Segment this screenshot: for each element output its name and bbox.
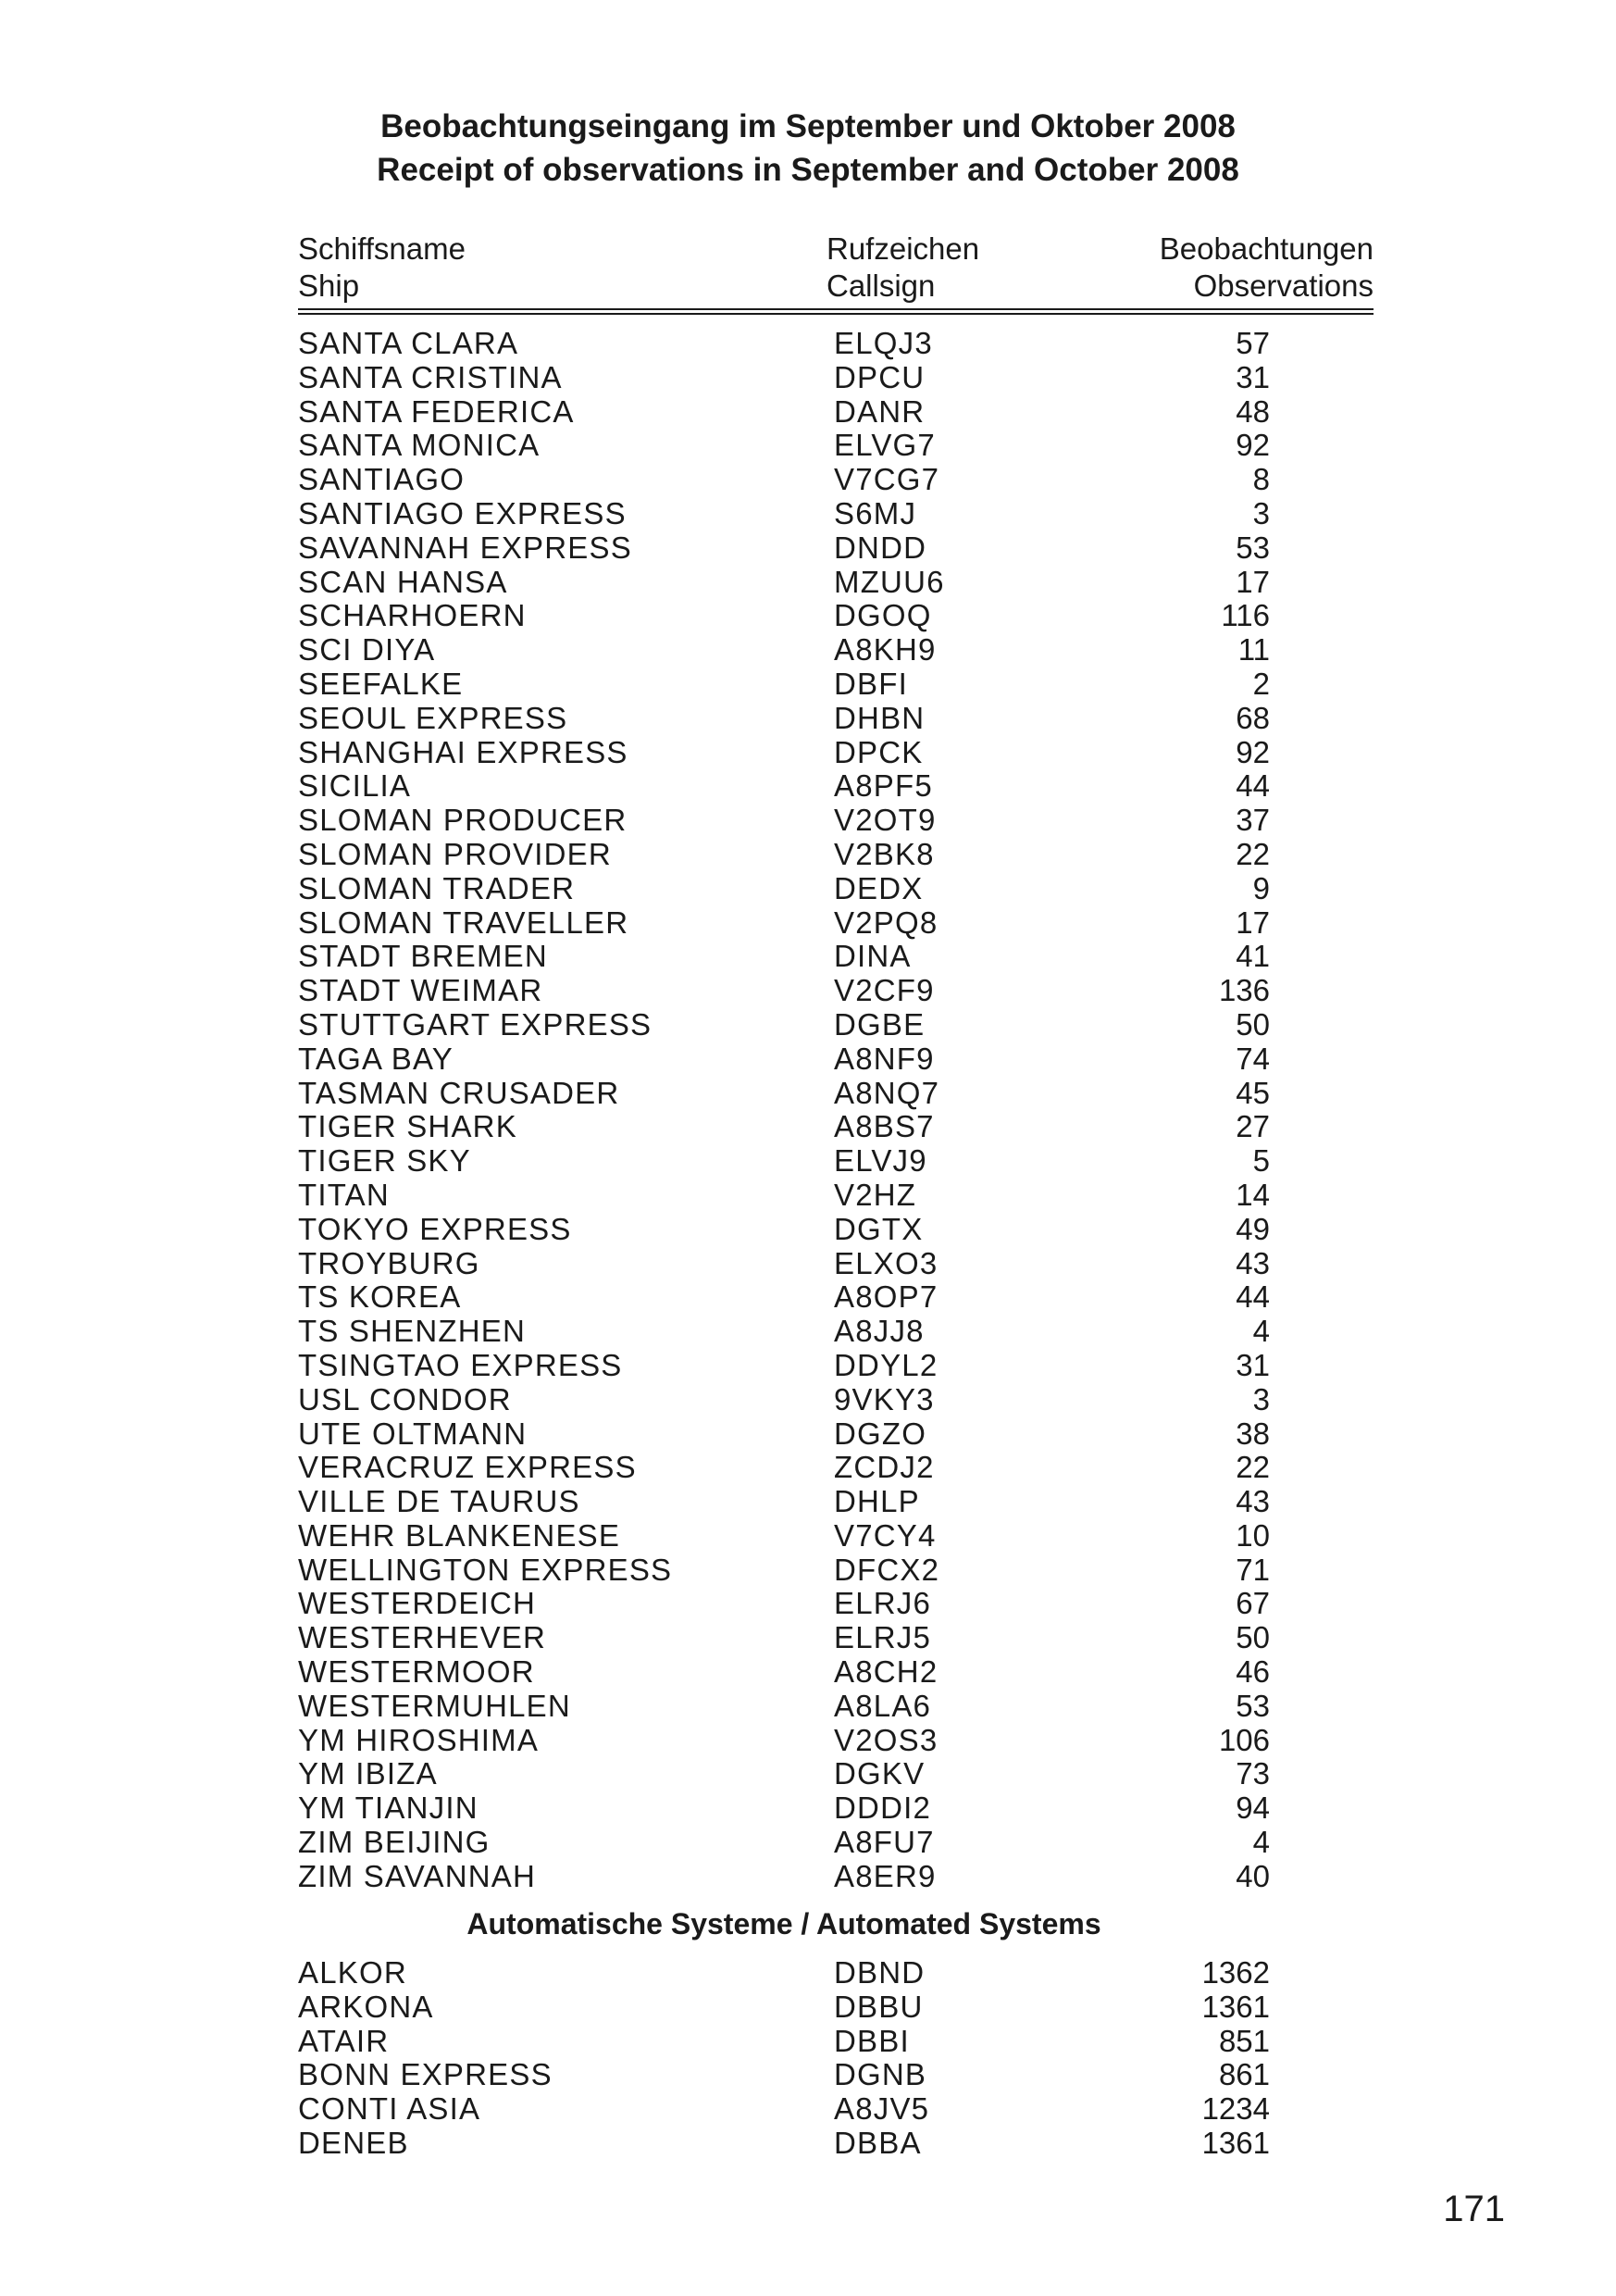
- ship-name: SLOMAN TRAVELLER: [298, 905, 629, 940]
- ship-name: STADT BREMEN: [298, 939, 548, 974]
- observation-count: 9: [1252, 870, 1270, 905]
- ship-name: DENEB: [298, 2125, 409, 2160]
- observation-count: 41: [1236, 939, 1270, 974]
- callsign: DGOQ: [834, 598, 932, 633]
- callsign: DBBI: [834, 2023, 910, 2058]
- callsign: A8FU7: [834, 1825, 935, 1860]
- ship-name: TASMAN CRUSADER: [298, 1075, 620, 1110]
- table-row: [298, 838, 1270, 872]
- column-header-ship-de: Schiffsname: [298, 231, 466, 266]
- callsign: A8JJ8: [834, 1314, 925, 1349]
- observation-count: 1234: [1201, 2091, 1270, 2127]
- observation-count: 5: [1252, 1143, 1270, 1179]
- observation-count: 74: [1236, 1041, 1270, 1076]
- column-header-callsign-de: Rufzeichen: [827, 231, 980, 266]
- observation-count: 136: [1218, 973, 1270, 1008]
- observation-count: 27: [1236, 1109, 1270, 1144]
- observation-count: 37: [1236, 803, 1270, 838]
- ship-name: WESTERDEICH: [298, 1586, 537, 1621]
- table-row: [298, 1554, 1270, 1588]
- page-number: 171: [1443, 2189, 1505, 2229]
- observation-count: 17: [1236, 564, 1270, 599]
- ship-name: ZIM SAVANNAH: [298, 1858, 537, 1893]
- callsign: DINA: [834, 939, 912, 974]
- callsign: V2BK8: [834, 836, 935, 871]
- observation-count: 17: [1236, 905, 1270, 940]
- callsign: DPCU: [834, 359, 926, 394]
- table-row: [298, 1860, 1270, 1894]
- page-title-german: Beobachtungseingang im September und Oktober 2008: [380, 108, 1236, 144]
- table-row: [298, 1042, 1270, 1077]
- table-row: [298, 1690, 1270, 1724]
- table-row: [298, 1144, 1270, 1179]
- ship-name: VILLE DE TAURUS: [298, 1484, 580, 1519]
- callsign: V2PQ8: [834, 905, 939, 940]
- column-header-observations-en: Observations: [1193, 268, 1374, 303]
- observation-count: 43: [1236, 1484, 1270, 1519]
- callsign: DFCX2: [834, 1552, 940, 1587]
- callsign: A8CH2: [834, 1654, 939, 1690]
- table-row: [298, 1077, 1270, 1111]
- ship-name: SCHARHOERN: [298, 598, 527, 633]
- observation-count: 1361: [1201, 2125, 1270, 2160]
- observation-count: 71: [1236, 1552, 1270, 1587]
- table-row: [298, 633, 1270, 668]
- table-row: [298, 1179, 1270, 1213]
- callsign: DDYL2: [834, 1347, 939, 1382]
- observation-count: 31: [1236, 359, 1270, 394]
- observation-count: 1361: [1201, 1989, 1270, 2024]
- ship-name: STADT WEIMAR: [298, 973, 543, 1008]
- callsign: DBND: [834, 1955, 926, 1990]
- table-row: [298, 668, 1270, 702]
- observation-count: 4: [1252, 1825, 1270, 1860]
- table-row: [298, 566, 1270, 600]
- ship-name: SLOMAN TRADER: [298, 870, 576, 905]
- table-row: [298, 736, 1270, 770]
- ship-name: USL CONDOR: [298, 1381, 512, 1416]
- ship-name: ATAIR: [298, 2023, 390, 2058]
- observation-count: 22: [1236, 1450, 1270, 1485]
- callsign: 9VKY3: [834, 1381, 935, 1416]
- table-row: [298, 1956, 1270, 1990]
- callsign: DGKV: [834, 1756, 926, 1791]
- callsign: DDDI2: [834, 1791, 932, 1826]
- observation-count: 53: [1236, 530, 1270, 565]
- callsign: A8ER9: [834, 1858, 937, 1893]
- ship-name: SLOMAN PROVIDER: [298, 836, 612, 871]
- table-row: [298, 1485, 1270, 1519]
- callsign: A8BS7: [834, 1109, 935, 1144]
- column-header-callsign-en: Callsign: [827, 268, 936, 303]
- table-row: [298, 1724, 1270, 1758]
- observation-count: 48: [1236, 393, 1270, 429]
- observation-count: 73: [1236, 1756, 1270, 1791]
- callsign: A8LA6: [834, 1688, 932, 1723]
- ship-name: SANTA CRISTINA: [298, 359, 563, 394]
- table-row: [298, 1315, 1270, 1349]
- callsign: ELVG7: [834, 428, 936, 463]
- table-row: [298, 1826, 1270, 1860]
- ship-name: TITAN: [298, 1177, 390, 1212]
- ship-name: SANTA CLARA: [298, 326, 519, 360]
- callsign: A8NF9: [834, 1041, 935, 1076]
- ship-name: TIGER SHARK: [298, 1109, 517, 1144]
- observation-count: 45: [1236, 1075, 1270, 1110]
- ship-name: TS KOREA: [298, 1279, 462, 1315]
- ship-name: BONN EXPRESS: [298, 2057, 553, 2092]
- ship-name: SLOMAN PRODUCER: [298, 803, 628, 838]
- table-row: [298, 429, 1270, 463]
- table-row: [298, 1383, 1270, 1417]
- callsign: DNDD: [834, 530, 927, 565]
- callsign: A8PF5: [834, 768, 933, 804]
- callsign: V2OS3: [834, 1722, 939, 1757]
- table-row: [298, 702, 1270, 736]
- callsign: ZCDJ2: [834, 1450, 935, 1485]
- observation-count: 851: [1218, 2023, 1270, 2058]
- callsign: V7CY4: [834, 1517, 937, 1553]
- observation-count: 3: [1252, 495, 1270, 530]
- column-header-ship-en: Ship: [298, 268, 360, 303]
- ship-name: SCI DIYA: [298, 632, 436, 668]
- callsign: DANR: [834, 393, 926, 429]
- observation-count: 44: [1236, 1279, 1270, 1315]
- ship-name: SANTIAGO EXPRESS: [298, 495, 627, 530]
- callsign: DGTX: [834, 1211, 924, 1246]
- table-row: [298, 463, 1270, 497]
- callsign: DBBA: [834, 2125, 922, 2160]
- callsign: A8NQ7: [834, 1075, 940, 1110]
- observation-count: 92: [1236, 428, 1270, 463]
- observation-count: 94: [1236, 1791, 1270, 1826]
- observation-count: 50: [1236, 1006, 1270, 1042]
- callsign: DHBN: [834, 700, 926, 735]
- ship-name: WESTERHEVER: [298, 1620, 547, 1655]
- header-divider-top: [298, 308, 1374, 310]
- page-title-english: Receipt of observations in September and October 2008: [377, 152, 1239, 188]
- observation-count: 116: [1221, 598, 1270, 633]
- table-row: [298, 1451, 1270, 1485]
- observation-count: 861: [1218, 2057, 1270, 2092]
- table-row: [298, 1247, 1270, 1281]
- observation-count: 44: [1236, 768, 1270, 804]
- ship-name: CONTI ASIA: [298, 2091, 481, 2127]
- table-row: [298, 906, 1270, 941]
- callsign: S6MJ: [834, 495, 917, 530]
- ship-name: WESTERMUHLEN: [298, 1688, 571, 1723]
- observation-count: 92: [1236, 734, 1270, 769]
- callsign: DBFI: [834, 666, 908, 701]
- observation-count: 3: [1252, 1381, 1270, 1416]
- table-row: [298, 769, 1270, 804]
- table-row: [298, 1008, 1270, 1042]
- observation-count: 57: [1236, 326, 1270, 360]
- table-row: [298, 1280, 1270, 1315]
- table-row: [298, 1417, 1270, 1452]
- table-row: [298, 1757, 1270, 1791]
- callsign: DGBE: [834, 1006, 926, 1042]
- ship-name: SANTA MONICA: [298, 428, 541, 463]
- observation-count: 14: [1236, 1177, 1270, 1212]
- ship-name: SHANGHAI EXPRESS: [298, 734, 628, 769]
- observation-count: 1362: [1201, 1955, 1270, 1990]
- table-row: [298, 2127, 1270, 2161]
- observation-count: 10: [1236, 1517, 1270, 1553]
- column-header-callsign: [827, 231, 979, 305]
- table-row: [298, 1213, 1270, 1247]
- observation-count: 46: [1236, 1654, 1270, 1690]
- ship-name: YM HIROSHIMA: [298, 1722, 540, 1757]
- table-row: [298, 599, 1270, 633]
- observation-count: 53: [1236, 1688, 1270, 1723]
- callsign: A8OP7: [834, 1279, 939, 1315]
- automated-systems-table: [298, 1956, 1270, 2161]
- ship-name: STUTTGART EXPRESS: [298, 1006, 653, 1042]
- table-row: [298, 2058, 1270, 2092]
- observation-count: 31: [1236, 1347, 1270, 1382]
- table-row: [298, 531, 1270, 566]
- observation-count: 106: [1218, 1722, 1270, 1757]
- table-row: [298, 497, 1270, 531]
- ship-name: SANTA FEDERICA: [298, 393, 575, 429]
- ship-name: WELLINGTON EXPRESS: [298, 1552, 673, 1587]
- ship-name: SCAN HANSA: [298, 564, 508, 599]
- table-row: [298, 1791, 1270, 1826]
- table-row: [298, 974, 1270, 1008]
- observation-count: 11: [1237, 632, 1270, 668]
- table-row: [298, 1655, 1270, 1690]
- ship-name: TROYBURG: [298, 1245, 480, 1280]
- table-row: [298, 1587, 1270, 1621]
- callsign: DGZO: [834, 1416, 927, 1451]
- observation-count: 4: [1252, 1314, 1270, 1349]
- ship-name: SAVANNAH EXPRESS: [298, 530, 632, 565]
- callsign: ELXO3: [834, 1245, 939, 1280]
- ships-table: [298, 327, 1270, 1894]
- table-row: [298, 361, 1270, 395]
- observation-count: 40: [1236, 1858, 1270, 1893]
- ship-name: YM TIANJIN: [298, 1791, 479, 1826]
- observation-count: 2: [1252, 666, 1270, 701]
- ship-name: SEOUL EXPRESS: [298, 700, 568, 735]
- ship-name: ARKONA: [298, 1989, 434, 2024]
- table-row: [298, 872, 1270, 906]
- observation-count: 50: [1236, 1620, 1270, 1655]
- callsign: DBBU: [834, 1989, 924, 2024]
- observation-count: 67: [1236, 1586, 1270, 1621]
- table-row: [298, 395, 1270, 430]
- column-header-ship: [298, 231, 466, 305]
- ship-name: TAGA BAY: [298, 1041, 454, 1076]
- observation-count: 22: [1236, 836, 1270, 871]
- ship-name: TS SHENZHEN: [298, 1314, 527, 1349]
- callsign: DPCK: [834, 734, 924, 769]
- column-header-observations: [1160, 231, 1374, 305]
- table-row: [298, 804, 1270, 838]
- callsign: ELRJ5: [834, 1620, 932, 1655]
- table-row: [298, 940, 1270, 974]
- callsign: DGNB: [834, 2057, 927, 2092]
- callsign: ELVJ9: [834, 1143, 927, 1179]
- ship-name: SICILIA: [298, 768, 412, 804]
- ship-name: SANTIAGO: [298, 462, 466, 497]
- callsign: DEDX: [834, 870, 924, 905]
- observation-count: 49: [1236, 1211, 1270, 1246]
- callsign: A8JV5: [834, 2091, 930, 2127]
- observation-count: 38: [1236, 1416, 1270, 1451]
- table-row: [298, 2092, 1270, 2127]
- ship-name: TOKYO EXPRESS: [298, 1211, 572, 1246]
- ship-name: TSINGTAO EXPRESS: [298, 1347, 623, 1382]
- table-row: [298, 327, 1270, 361]
- callsign: DHLP: [834, 1484, 920, 1519]
- ship-name: ALKOR: [298, 1955, 407, 1990]
- table-row: [298, 1990, 1270, 2025]
- ship-name: WEHR BLANKENESE: [298, 1517, 621, 1553]
- callsign: V2CF9: [834, 973, 935, 1008]
- table-row: [298, 1621, 1270, 1655]
- callsign: MZUU6: [834, 564, 945, 599]
- callsign: A8KH9: [834, 632, 937, 668]
- callsign: V7CG7: [834, 462, 940, 497]
- ship-name: TIGER SKY: [298, 1143, 471, 1179]
- column-header-observations-de: Beobachtungen: [1159, 231, 1374, 266]
- ship-name: UTE OLTMANN: [298, 1416, 528, 1451]
- observation-count: 43: [1236, 1245, 1270, 1280]
- callsign: V2OT9: [834, 803, 937, 838]
- ship-name: SEEFALKE: [298, 666, 464, 701]
- table-row: [298, 1110, 1270, 1144]
- callsign: V2HZ: [834, 1177, 917, 1212]
- callsign: ELQJ3: [834, 326, 933, 360]
- ship-name: ZIM BEIJING: [298, 1825, 491, 1860]
- ship-name: WESTERMOOR: [298, 1654, 535, 1690]
- header-divider-bottom: [298, 313, 1374, 315]
- observation-count: 68: [1236, 700, 1270, 735]
- table-row: [298, 1349, 1270, 1383]
- ship-name: VERACRUZ EXPRESS: [298, 1450, 637, 1485]
- callsign: ELRJ6: [834, 1586, 932, 1621]
- automated-systems-heading: Automatische Systeme / Automated Systems: [466, 1907, 1101, 1940]
- observation-count: 8: [1252, 462, 1270, 497]
- ship-name: YM IBIZA: [298, 1756, 438, 1791]
- table-row: [298, 2025, 1270, 2059]
- table-row: [298, 1519, 1270, 1554]
